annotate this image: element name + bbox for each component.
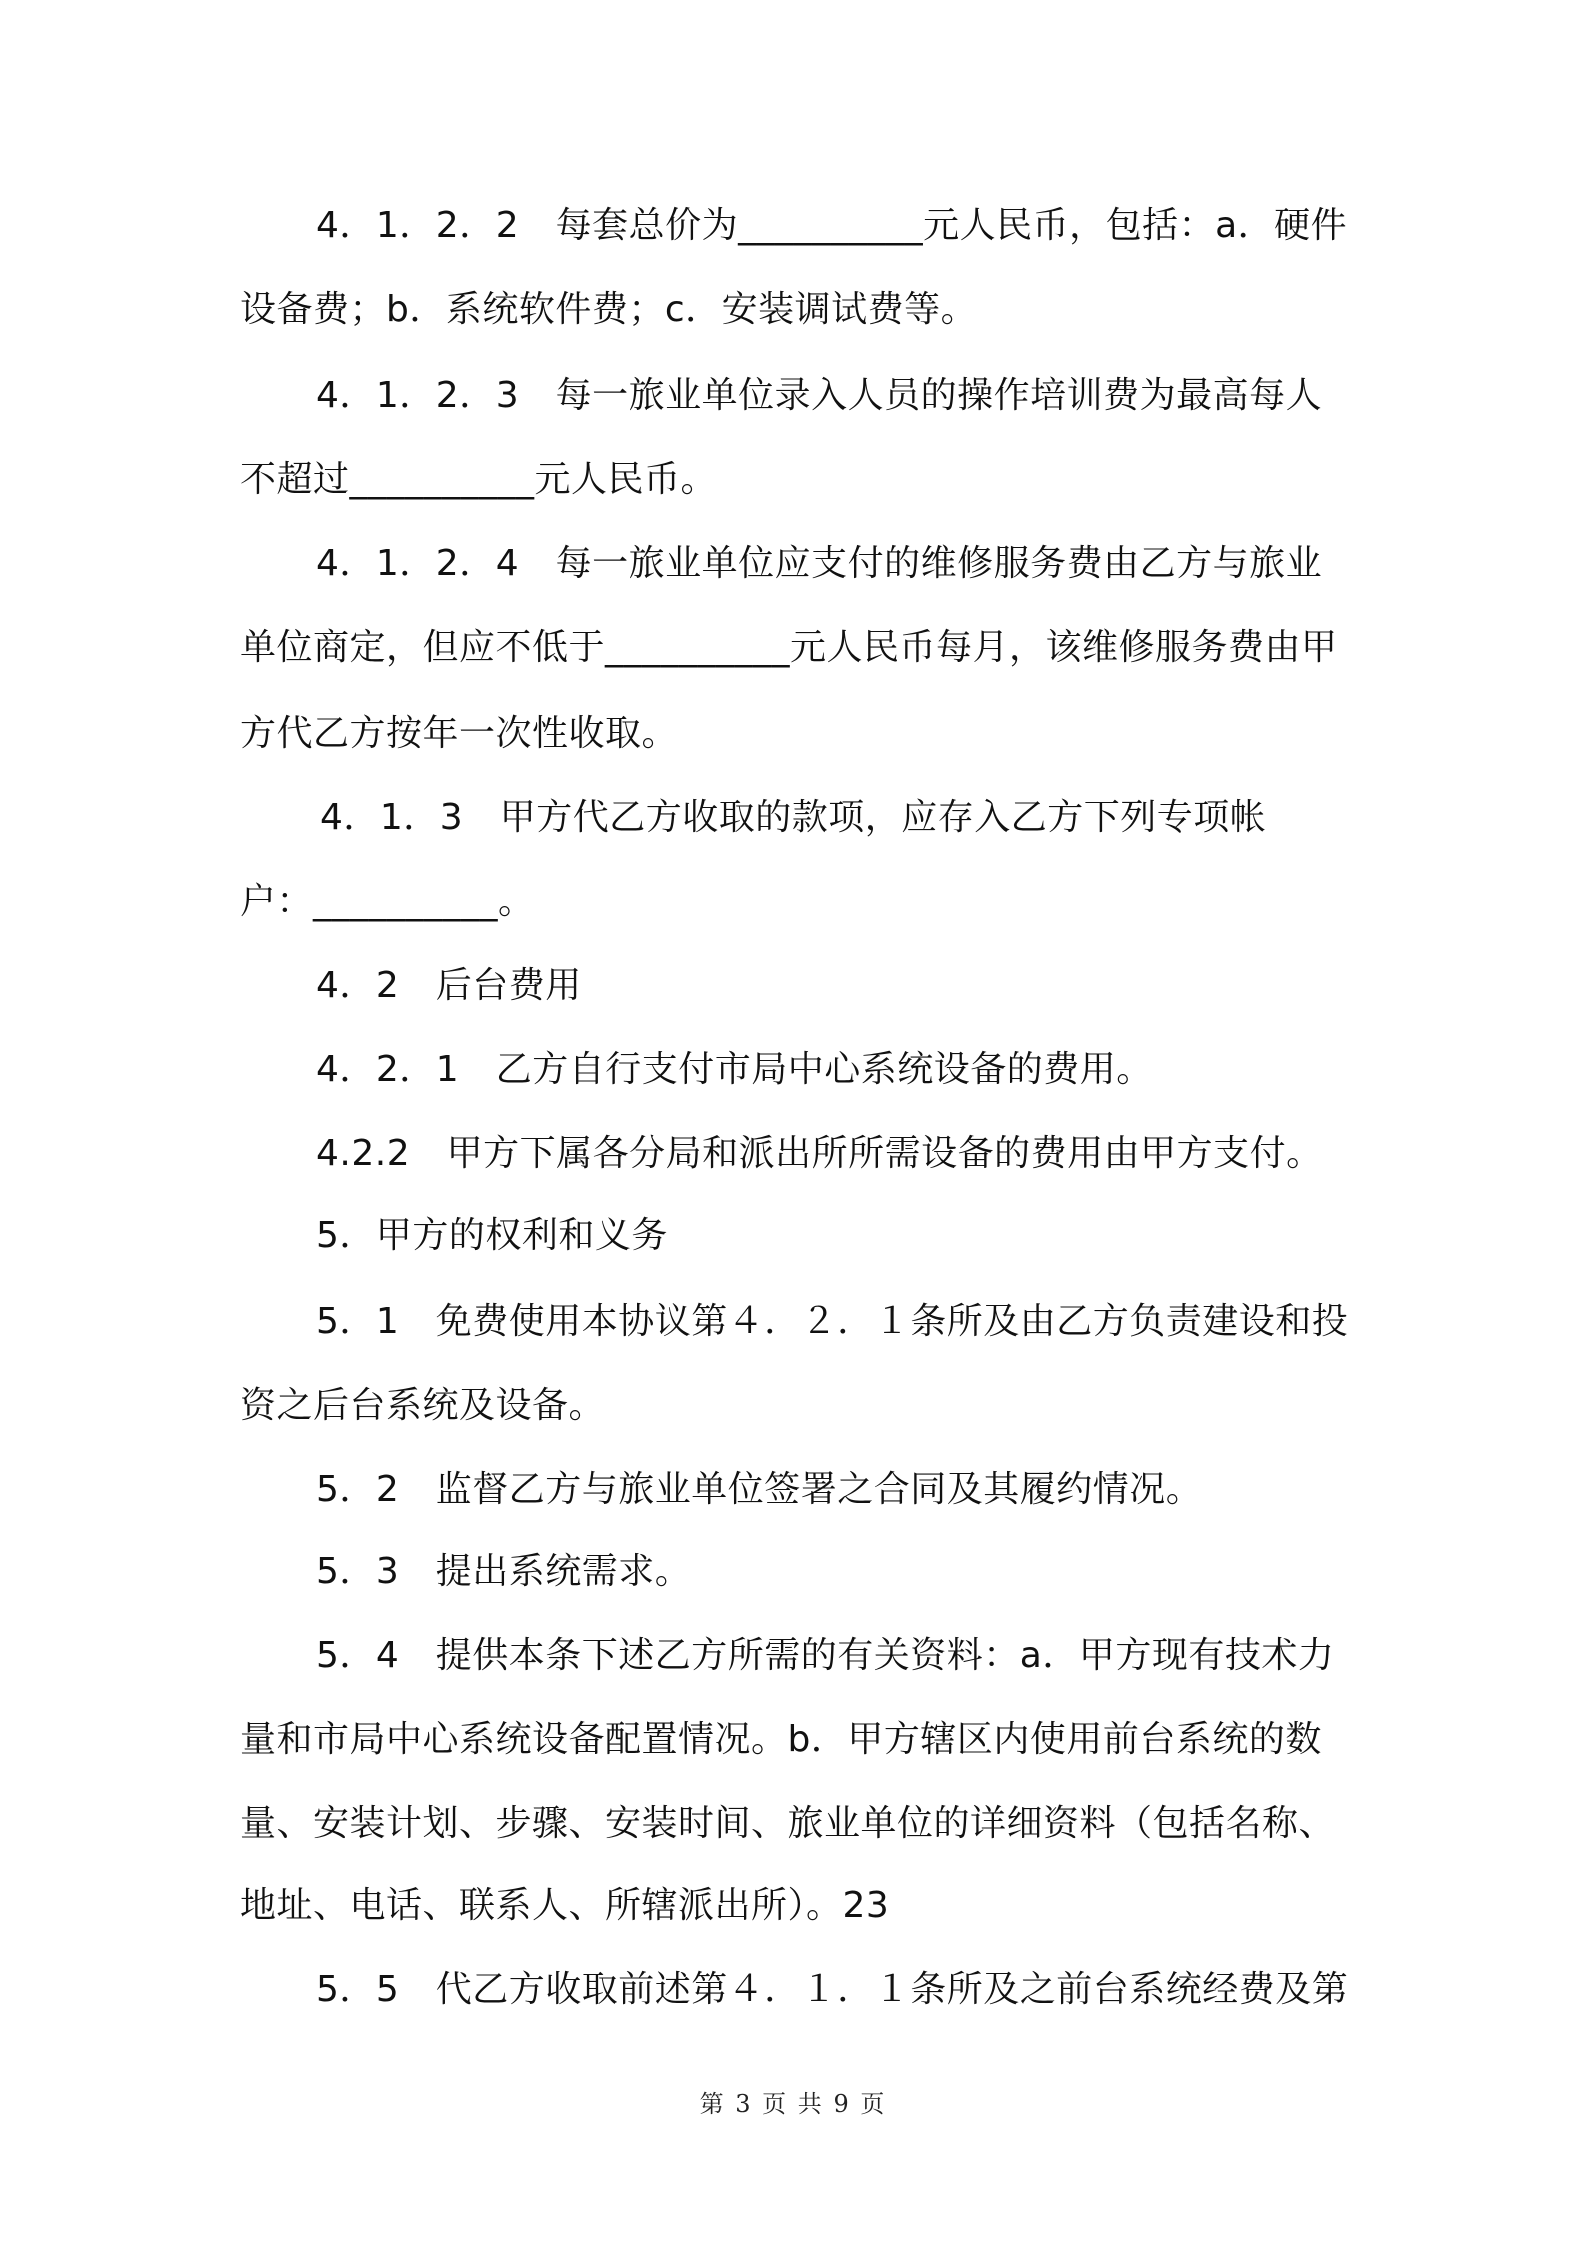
- text-line: 5．5 代乙方收取前述第４．１．１条所及之前台系统经费及第: [316, 1969, 1349, 2010]
- text-line: 4.2.2 甲方下属各分局和派出所所需设备的费用由甲方支付。: [316, 1133, 1323, 1174]
- text-line: 不超过__________元人民币。: [240, 459, 718, 500]
- text-line: 设备费；b．系统软件费；c．安装调试费等。: [240, 289, 978, 330]
- text-line: 资之后台系统及设备。: [240, 1385, 606, 1426]
- text-line: 5．2 监督乙方与旅业单位签署之合同及其履约情况。: [316, 1469, 1203, 1510]
- text-line: 户：__________。: [240, 881, 535, 922]
- text-line: 单位商定，但应不低于__________元人民币每月，该维修服务费由甲: [240, 627, 1338, 668]
- text-line: 4．2 后台费用: [316, 965, 582, 1006]
- text-line: 4．2．1 乙方自行支付市局中心系统设备的费用。: [316, 1049, 1153, 1090]
- text-line: 4．1．2．4 每一旅业单位应支付的维修服务费由乙方与旅业: [316, 543, 1323, 584]
- text-line: 5．3 提出系统需求。: [316, 1551, 692, 1592]
- text-line: 量、安装计划、步骤、安装时间、旅业单位的详细资料（包括名称、: [240, 1803, 1336, 1844]
- text-line: 4．1．2．3 每一旅业单位录入人员的操作培训费为最高每人: [316, 375, 1323, 416]
- text-line: 4．1．2．2 每套总价为__________元人民币，包括：a．硬件: [316, 205, 1348, 246]
- page-number-footer: 第 3 页 共 9 页: [699, 2090, 887, 2118]
- text-line: 地址、电话、联系人、所辖派出所）。23: [240, 1885, 890, 1926]
- text-line: 方代乙方按年一次性收取。: [240, 713, 679, 754]
- text-line: 5．甲方的权利和义务: [316, 1215, 668, 1256]
- text-line: 5．4 提供本条下述乙方所需的有关资料：a．甲方现有技术力: [316, 1635, 1335, 1676]
- text-line: 5．1 免费使用本协议第４．２．１条所及由乙方负责建设和投: [316, 1301, 1349, 1342]
- text-line: 4．1．3 甲方代乙方收取的款项，应存入乙方下列专项帐: [320, 797, 1267, 838]
- text-line: 量和市局中心系统设备配置情况。b．甲方辖区内使用前台系统的数: [240, 1719, 1322, 1760]
